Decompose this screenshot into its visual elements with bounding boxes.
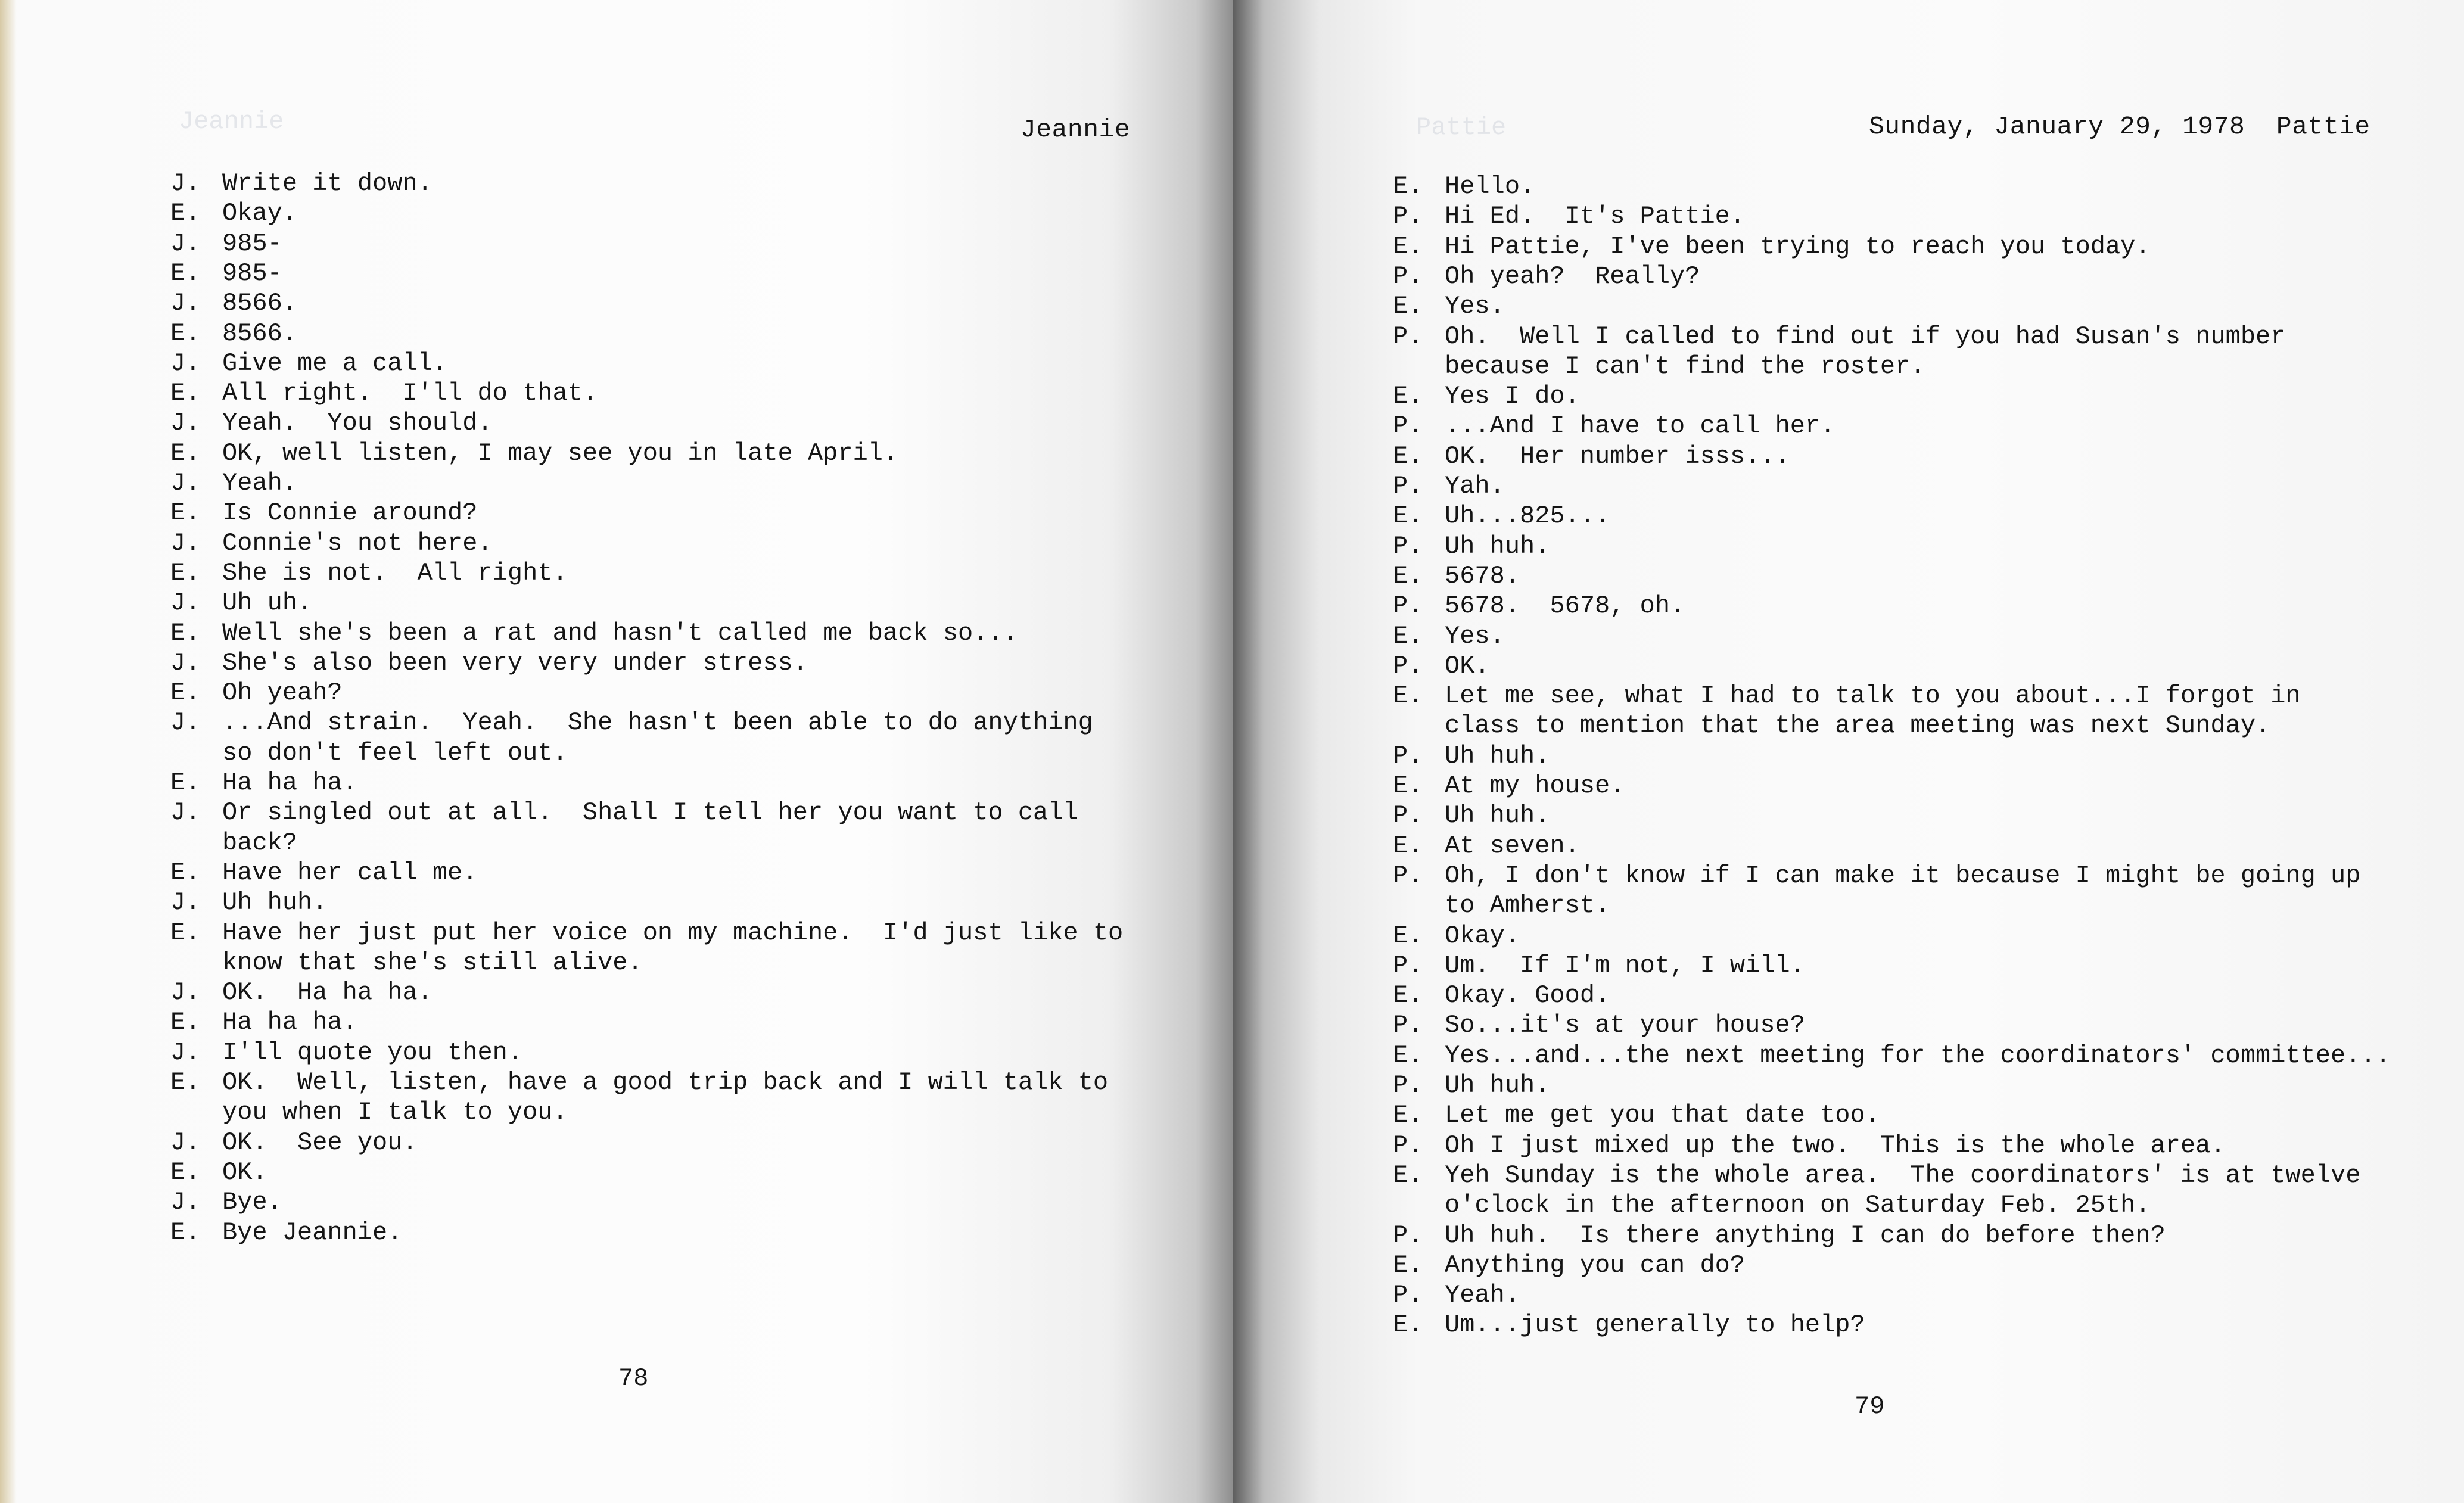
line-text: Uh huh. [1445,531,1550,561]
speaker-label: E. [1393,1101,1423,1130]
transcript-line [1393,472,2441,502]
line-text: OK. Well, listen, have a good trip back and I will talk to [222,1068,1109,1097]
transcript-line [1393,861,2441,891]
speaker-label: J. [170,1188,201,1217]
right-page-number: 79 [1855,1392,1885,1421]
line-text: Oh. Well I called to find out if you had Susan's number [1445,322,2286,351]
speaker-label: J. [170,589,201,618]
speaker-label: J. [170,978,201,1007]
line-text: Uh huh. Is there anything I can do before then? [1445,1221,2166,1250]
line-text: Have her just put her voice on my machine. I'd just like to [222,918,1124,947]
line-text: ...And strain. Yeah. She hasn't been able to do anything [222,708,1093,738]
speaker-label: P. [1393,1281,1423,1310]
speaker-label: E. [170,379,201,408]
speaker-label: E. [1393,382,1423,411]
transcript-line [1393,442,2441,472]
transcript-line [170,169,1183,199]
speaker-label: E. [170,499,201,528]
speaker-label: P. [1393,592,1423,621]
transcript-line [1393,1071,2441,1101]
line-text: Um. If I'm not, I will. [1445,951,1805,980]
transcript-line [170,499,1183,528]
line-text: Yeah. You should. [222,409,493,438]
line-text: 5678. [1445,561,1520,590]
line-text: Uh huh. [1445,741,1550,770]
speaker-label: J. [170,409,201,438]
transcript-line [170,1038,1183,1068]
line-text: OK. [1445,651,1490,680]
line-text: Okay. [222,199,298,228]
speaker-label: E. [1393,172,1423,201]
transcript-line [170,439,1183,469]
line-text: 985- [222,259,282,288]
speaker-label: J. [170,348,201,378]
line-text: Yes. [1445,292,1505,321]
speaker-label: J. [170,648,201,677]
speaker-label: J. [170,1038,201,1067]
line-text: At my house. [1445,771,1625,800]
speaker-label: E. [1393,502,1423,531]
transcript-line [1393,951,2441,981]
speaker-label: P. [1393,412,1423,441]
line-text: Okay. Good. [1445,981,1610,1010]
line-text: ...And I have to call her. [1445,412,1835,441]
transcript-line [1393,1101,2441,1131]
transcript-line [1393,742,2441,771]
transcript-line [1393,922,2441,951]
transcript-line [170,559,1183,589]
line-text: Connie's not here. [222,528,493,558]
line-text: Is Connie around? [222,499,478,528]
transcript-line [170,289,1183,319]
transcript-line [170,619,1183,649]
line-text: Uh huh. [1445,1071,1550,1100]
line-text: to Amherst. [1445,891,1610,920]
right-page [1233,0,2464,1503]
transcript-line [170,1068,1183,1098]
line-text: Bye. [222,1188,282,1217]
line-text: So...it's at your house? [1445,1011,1805,1040]
right-running-head: Sunday, January 29, 1978 Pattie [1869,112,2370,141]
line-text: Yes. [1445,621,1505,651]
speaker-label: E. [1393,561,1423,590]
speaker-label: E. [170,618,201,648]
transcript-line [1393,202,2441,232]
transcript-line [1393,1281,2441,1311]
transcript-line [170,1008,1183,1038]
speaker-label: E. [1393,981,1423,1010]
line-text: OK. [222,1157,267,1187]
transcript-line [170,1188,1183,1218]
speaker-label: J. [170,229,201,258]
transcript-line [1393,652,2441,682]
transcript-line [1393,232,2441,262]
speaker-label: E. [170,918,201,947]
line-text: OK, well listen, I may see you in late April. [222,438,898,468]
speaker-label: J. [170,1128,201,1157]
line-text: Well she's been a rat and hasn't called me back so... [222,618,1018,648]
speaker-label: P. [1393,951,1423,980]
speaker-label: E. [1393,441,1423,471]
speaker-label: E. [1393,831,1423,860]
transcript-line [1393,1311,2441,1340]
line-text: Uh...825... [1445,502,1610,531]
speaker-label: P. [1393,262,1423,291]
transcript-line [170,798,1183,828]
transcript-line [1393,352,2441,382]
left-page-number: 78 [618,1364,649,1393]
speaker-label: E. [1393,771,1423,800]
speaker-label: P. [1393,472,1423,500]
speaker-label: E. [1393,1041,1423,1070]
right-transcript [1233,0,2464,1503]
speaker-label: E. [1393,232,1423,261]
speaker-label: E. [1393,682,1423,711]
transcript-line [1393,981,2441,1011]
speaker-label: J. [170,708,201,738]
transcript-line [170,409,1183,438]
line-text: She is not. All right. [222,558,568,587]
transcript-line [1393,1251,2441,1281]
speaker-label: E. [1393,921,1423,950]
transcript-line [170,469,1183,499]
transcript-line [1393,771,2441,801]
transcript-line [170,948,1183,978]
transcript-line [1393,292,2441,322]
speaker-label: E. [1393,621,1423,651]
speaker-label: P. [1393,1071,1423,1100]
line-text: Uh uh. [222,589,313,618]
line-text: Yeah. [1445,1281,1520,1310]
transcript-line [170,1218,1183,1248]
line-text: so don't feel left out. [222,738,568,767]
speaker-label: P. [1393,202,1423,231]
transcript-line [1393,172,2441,202]
transcript-line [170,739,1183,768]
speaker-label: P. [1393,1011,1423,1040]
speaker-label: E. [170,199,201,228]
line-text: Yes I do. [1445,382,1580,411]
speaker-label: E. [170,679,201,708]
transcript-line [1393,682,2441,711]
line-text: Oh yeah? Really? [1445,262,1700,291]
line-text: Oh yeah? [222,679,343,708]
line-text: 8566. [222,289,298,318]
transcript-line [170,919,1183,948]
transcript-line [1393,1221,2441,1251]
transcript-line [1393,891,2441,921]
transcript-line [1393,711,2441,741]
transcript-line [170,589,1183,618]
speaker-label: E. [170,1068,201,1097]
speaker-label: E. [170,438,201,468]
line-text: Write it down. [222,169,433,198]
transcript-line [170,379,1183,409]
speaker-label: J. [170,169,201,198]
speaker-label: P. [1393,1221,1423,1250]
speaker-label: E. [170,259,201,288]
line-text: o'clock in the afternoon on Saturday Feb. 25th. [1445,1191,2151,1220]
speaker-label: J. [170,888,201,917]
speaker-label: P. [1393,1131,1423,1160]
line-text: Hello. [1445,172,1535,201]
transcript-line [170,978,1183,1008]
transcript-line [1393,322,2441,352]
line-text: Okay. [1445,921,1520,950]
line-text: Hi Ed. It's Pattie. [1445,202,1746,231]
speaker-label: E. [1393,292,1423,321]
transcript-line [170,319,1183,349]
line-text: Let me get you that date too. [1445,1101,1880,1130]
speaker-label: E. [170,558,201,587]
line-text: Have her call me. [222,858,478,887]
transcript-line [1393,562,2441,592]
show-through-text: Pattie [1416,113,1507,142]
line-text: Yeh Sunday is the whole area. The coordinators' is at twelve [1445,1160,2361,1190]
transcript-line [170,829,1183,858]
transcript-line [170,199,1183,229]
speaker-label: E. [170,858,201,887]
line-text: 5678. 5678, oh. [1445,592,1685,621]
line-text: because I can't find the roster. [1445,351,1925,381]
line-text: Oh, I don't know if I can make it because I might be going up [1445,861,2361,890]
line-text: OK. Her number isss... [1445,441,1790,471]
transcript-line [170,1128,1183,1158]
line-text: Oh I just mixed up the two. This is the whole area. [1445,1131,2226,1160]
transcript-line [170,679,1183,708]
line-text: back? [222,828,298,857]
line-text: Ha ha ha. [222,1008,357,1037]
speaker-label: J. [170,528,201,558]
transcript-line [1393,592,2441,621]
transcript-line [170,1098,1183,1128]
transcript-line [170,649,1183,679]
line-text: Anything you can do? [1445,1250,1746,1280]
transcript-line [1393,262,2441,292]
line-text: know that she's still alive. [222,948,643,977]
line-text: Let me see, what I had to talk to you about...I forgot in [1445,682,2301,711]
line-text: I'll quote you then. [222,1038,523,1067]
speaker-label: E. [1393,1160,1423,1190]
line-text: class to mention that the area meeting was next Sunday. [1445,711,2271,740]
speaker-label: E. [170,319,201,348]
line-text: Ha ha ha. [222,768,357,797]
left-running-head: Jeannie [1021,115,1131,144]
transcript-line [170,888,1183,918]
transcript-line [1393,801,2441,831]
speaker-label: J. [170,798,201,827]
line-text: Um...just generally to help? [1445,1311,1865,1340]
line-text: you when I talk to you. [222,1098,568,1127]
transcript-line [170,349,1183,379]
line-text: At seven. [1445,831,1580,860]
speaker-label: P. [1393,531,1423,561]
line-text: Uh huh. [1445,801,1550,830]
line-text: Or singled out at all. Shall I tell her you want to call [222,798,1078,827]
transcript-line [170,259,1183,289]
transcript-line [1393,1011,2441,1041]
transcript-line [1393,1131,2441,1161]
transcript-line [1393,412,2441,441]
speaker-label: J. [170,289,201,318]
transcript-line [1393,532,2441,562]
transcript-line [170,529,1183,559]
transcript-line [170,708,1183,738]
transcript-line [1393,1191,2441,1221]
speaker-label: P. [1393,322,1423,351]
line-text: 985- [222,229,282,258]
transcript-line [170,768,1183,798]
line-text: Yah. [1445,472,1505,500]
transcript-line [170,229,1183,259]
speaker-label: E. [170,1157,201,1187]
line-text: 8566. [222,319,298,348]
transcript-line [1393,1041,2441,1071]
line-text: Uh huh. [222,888,328,917]
transcript-line [170,858,1183,888]
transcript-line [170,1158,1183,1188]
line-text: Hi Pattie, I've been trying to reach you today. [1445,232,2151,261]
speaker-label: P. [1393,801,1423,830]
line-text: OK. See you. [222,1128,418,1157]
line-text: OK. Ha ha ha. [222,978,433,1007]
line-text: Yes...and...the next meeting for the coordinators' committee... [1445,1041,2391,1070]
line-text: Bye Jeannie. [222,1218,403,1247]
show-through-text: Jeannie [179,107,284,136]
speaker-label: P. [1393,651,1423,680]
speaker-label: P. [1393,861,1423,890]
speaker-label: E. [170,1218,201,1247]
transcript-line [1393,622,2441,652]
transcript-line [1393,1161,2441,1191]
speaker-label: E. [1393,1311,1423,1340]
transcript-line [1393,382,2441,412]
transcript-line [1393,832,2441,861]
speaker-label: E. [170,1008,201,1037]
speaker-label: J. [170,469,201,497]
speaker-label: E. [1393,1250,1423,1280]
transcript-line [1393,502,2441,531]
line-text: Give me a call. [222,348,448,378]
line-text: All right. I'll do that. [222,379,598,408]
line-text: She's also been very very under stress. [222,648,808,677]
speaker-label: E. [170,768,201,797]
speaker-label: P. [1393,741,1423,770]
line-text: Yeah. [222,469,298,497]
